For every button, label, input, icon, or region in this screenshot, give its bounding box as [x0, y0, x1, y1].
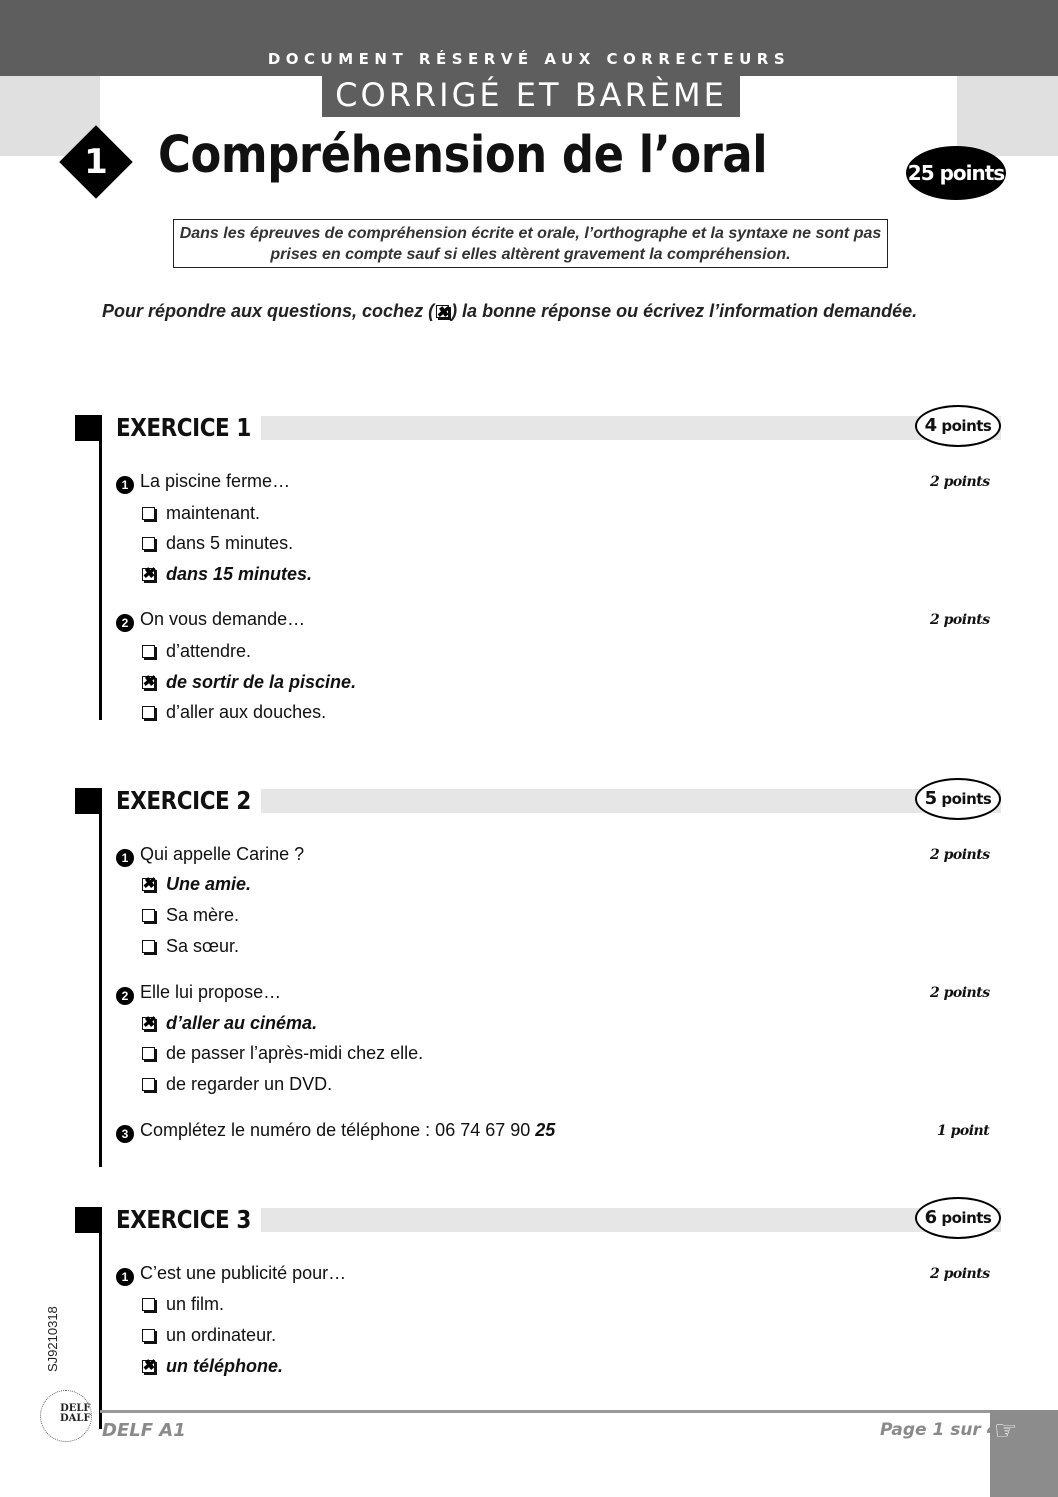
- option-correct[interactable]: ✖Une amie.: [142, 874, 251, 895]
- checkbox-icon[interactable]: [142, 1078, 155, 1091]
- header-side-right: [957, 76, 1058, 156]
- checked-box-icon[interactable]: [142, 568, 155, 581]
- checkbox-icon[interactable]: [142, 940, 155, 953]
- question: 1 La piscine ferme…: [116, 471, 290, 494]
- question-number: 1: [116, 849, 134, 867]
- checkbox-icon[interactable]: [142, 1047, 155, 1060]
- question-number: 3: [116, 1125, 134, 1143]
- option-correct[interactable]: ✖de sortir de la piscine.: [142, 672, 356, 693]
- option[interactable]: dans 5 minutes.: [142, 533, 293, 554]
- instructions-after: ) la bonne réponse ou écrivez l’information demandée.: [451, 301, 918, 321]
- corrige-label: CORRIGÉ ET BARÈME: [322, 73, 740, 117]
- exercise-marker: [75, 1207, 102, 1233]
- question-points: 2 points: [930, 474, 990, 490]
- question-number: 1: [116, 476, 134, 494]
- option[interactable]: de passer l’après-midi chez elle.: [142, 1043, 423, 1064]
- total-points-badge: 25 points: [906, 146, 1006, 200]
- question-points: 2 points: [930, 985, 990, 1001]
- question-points: 2 points: [930, 612, 990, 628]
- exercise-rule: [99, 1233, 102, 1429]
- option[interactable]: un ordinateur.: [142, 1325, 276, 1346]
- instructions: [102, 299, 922, 323]
- question-phone: 3 Complétez le numéro de téléphone : 06 74 67 90 25: [116, 1120, 555, 1143]
- option[interactable]: d’aller aux douches.: [142, 702, 326, 723]
- question-number: 2: [116, 987, 134, 1005]
- pointing-hand-icon[interactable]: ☞: [994, 1415, 1018, 1445]
- exercise-bar: [261, 789, 1001, 813]
- option[interactable]: maintenant.: [142, 503, 260, 524]
- question-number: 1: [116, 1268, 134, 1286]
- option[interactable]: Sa sœur.: [142, 936, 239, 957]
- checked-box-icon[interactable]: [142, 878, 155, 891]
- question: 1 C’est une publicité pour…: [116, 1263, 346, 1286]
- reserved-label: DOCUMENT RÉSERVÉ AUX CORRECTEURS: [267, 50, 791, 68]
- checkbox-icon[interactable]: [142, 909, 155, 922]
- phone-answer: 25: [535, 1120, 556, 1140]
- question: 2 Elle lui propose…: [116, 982, 281, 1005]
- exercise-rule: [99, 814, 102, 1167]
- exercise-title: EXERCICE 1: [116, 413, 251, 442]
- checkbox-icon[interactable]: [142, 507, 155, 520]
- checkbox-icon[interactable]: [142, 645, 155, 658]
- exercise-marker: [75, 415, 102, 441]
- exercise-points-badge: 6 points: [915, 1197, 1001, 1239]
- exercise-rule: [99, 441, 102, 720]
- option-correct[interactable]: ✖un téléphone.: [142, 1356, 283, 1377]
- checkbox-icon[interactable]: [142, 1298, 155, 1311]
- logo-text: DELF DALF: [60, 1403, 91, 1424]
- question-points: 2 points: [930, 847, 990, 863]
- option[interactable]: un film.: [142, 1294, 224, 1315]
- document-code: SJ9210318: [45, 1306, 60, 1372]
- checkbox-icon[interactable]: [142, 537, 155, 550]
- exercise-title: EXERCICE 3: [116, 1205, 251, 1234]
- checked-box-icon[interactable]: [142, 676, 155, 689]
- instructions-before: Pour répondre aux questions, cochez (: [102, 301, 435, 321]
- exercise-points-badge: 5 points: [915, 778, 1001, 820]
- page-title: Compréhension de l’oral: [158, 126, 768, 185]
- question: 2 On vous demande…: [116, 609, 305, 632]
- page-number: Page 1 sur 4: [880, 1420, 999, 1440]
- question-points: 2 points: [930, 1266, 990, 1282]
- question-number: 2: [116, 614, 134, 632]
- checked-box-icon[interactable]: [142, 1360, 155, 1373]
- question-points: 1 point: [937, 1123, 990, 1139]
- exercise-bar: [261, 1208, 1001, 1232]
- option-correct[interactable]: ✖d’aller au cinéma.: [142, 1013, 317, 1034]
- option[interactable]: Sa mère.: [142, 905, 239, 926]
- exercise-points-badge: 4 points: [915, 405, 1001, 447]
- notice-box: Dans les épreuves de compréhension écrite et orale, l’orthographe et la syntaxe ne sont pas prises en compte sauf si elles altèrent gravement la compréhension.: [173, 219, 888, 268]
- checked-box-icon[interactable]: [142, 1017, 155, 1030]
- checkbox-icon[interactable]: [142, 1329, 155, 1342]
- question: 1 Qui appelle Carine ?: [116, 844, 304, 867]
- check-mark-icon: [436, 305, 449, 318]
- footer-rule: [100, 1410, 990, 1413]
- section-number: 1: [84, 142, 108, 182]
- footer-level: DELF A1: [102, 1420, 186, 1441]
- checkbox-icon[interactable]: [142, 706, 155, 719]
- option[interactable]: de regarder un DVD.: [142, 1074, 332, 1095]
- option-correct[interactable]: ✖dans 15 minutes.: [142, 564, 312, 585]
- exercise-marker: [75, 788, 102, 814]
- option[interactable]: d’attendre.: [142, 641, 251, 662]
- exercise-title: EXERCICE 2: [116, 786, 251, 815]
- exercise-bar: [261, 416, 1001, 440]
